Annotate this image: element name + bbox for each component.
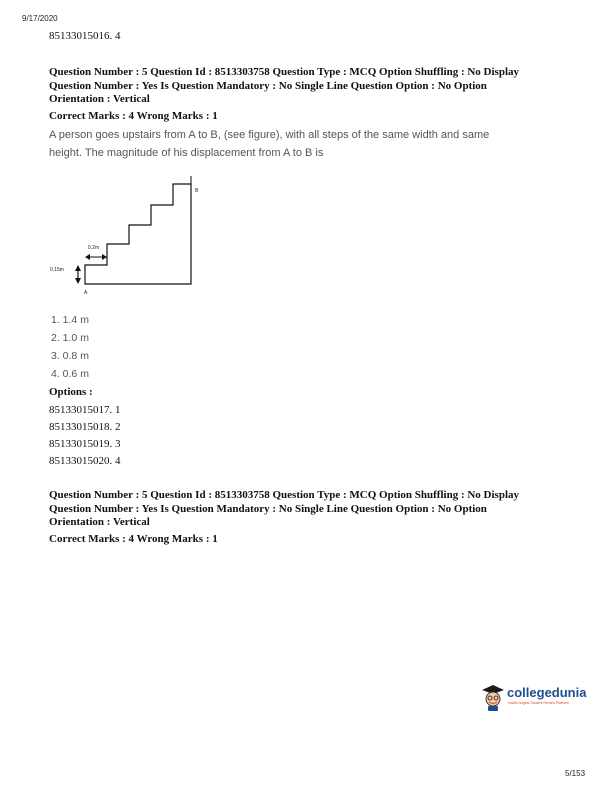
answer-item: 1. 1.4 m [51, 314, 89, 326]
question-text-line: height. The magnitude of his displacement from A to B is [49, 147, 324, 159]
page-number: 5/153 [565, 769, 586, 778]
question-header [49, 489, 589, 530]
answer-list [51, 311, 89, 383]
logo-tagline: India's largest Student Review Platform [508, 701, 569, 705]
label-a: A [84, 290, 88, 296]
height-arrow-head-top [75, 265, 81, 271]
staircase-outline [85, 184, 191, 284]
options-label: Options : [49, 386, 93, 398]
question-text [49, 126, 594, 162]
label-b: B [195, 188, 199, 194]
collegedunia-logo [480, 682, 590, 712]
question-text-line: A person goes upstairs from A to B, (see figure), with all steps of the same width and same [49, 129, 490, 141]
width-arrow-head-left [85, 254, 90, 260]
question-header-line: Question Number : Yes Is Question Mandatory : No Single Line Question Option : No Option [49, 79, 487, 92]
marks-line: Correct Marks : 4 Wrong Marks : 1 [49, 110, 218, 122]
answer-item: 3. 0.8 m [51, 350, 89, 362]
option-id-item: 85133015017. 1 [49, 404, 121, 416]
question-header-line: Orientation : Vertical [49, 516, 150, 528]
question-header [49, 66, 589, 107]
previous-option-line: 85133015016. 4 [49, 30, 121, 42]
width-arrow-head-right [102, 254, 107, 260]
staircase-figure [45, 172, 210, 300]
answer-item: 2. 1.0 m [51, 332, 89, 344]
label-width: 0.2m [88, 245, 100, 251]
logo-wordmark: collegedunia [507, 685, 587, 700]
marks-line: Correct Marks : 4 Wrong Marks : 1 [49, 533, 218, 545]
option-id-list [49, 402, 121, 470]
question-header-line: Question Number : 5 Question Id : 8513303758 Question Type : MCQ Option Shuffling : No Display [49, 489, 520, 501]
height-arrow-head-bottom [75, 278, 81, 284]
question-header-line: Question Number : Yes Is Question Mandatory : No Single Line Question Option : No Option [49, 502, 487, 515]
option-id-item: 85133015018. 2 [49, 421, 121, 433]
question-header-line: Question Number : 5 Question Id : 8513303758 Question Type : MCQ Option Shuffling : No Display [49, 66, 520, 78]
label-height: 0.15m [50, 267, 64, 273]
option-id-item: 85133015019. 3 [49, 438, 121, 450]
option-id-item: 85133015020. 4 [49, 455, 121, 467]
print-date: 9/17/2020 [22, 14, 58, 23]
answer-item: 4. 0.6 m [51, 368, 89, 380]
mascot-icon [480, 682, 506, 712]
question-header-line: Orientation : Vertical [49, 93, 150, 105]
